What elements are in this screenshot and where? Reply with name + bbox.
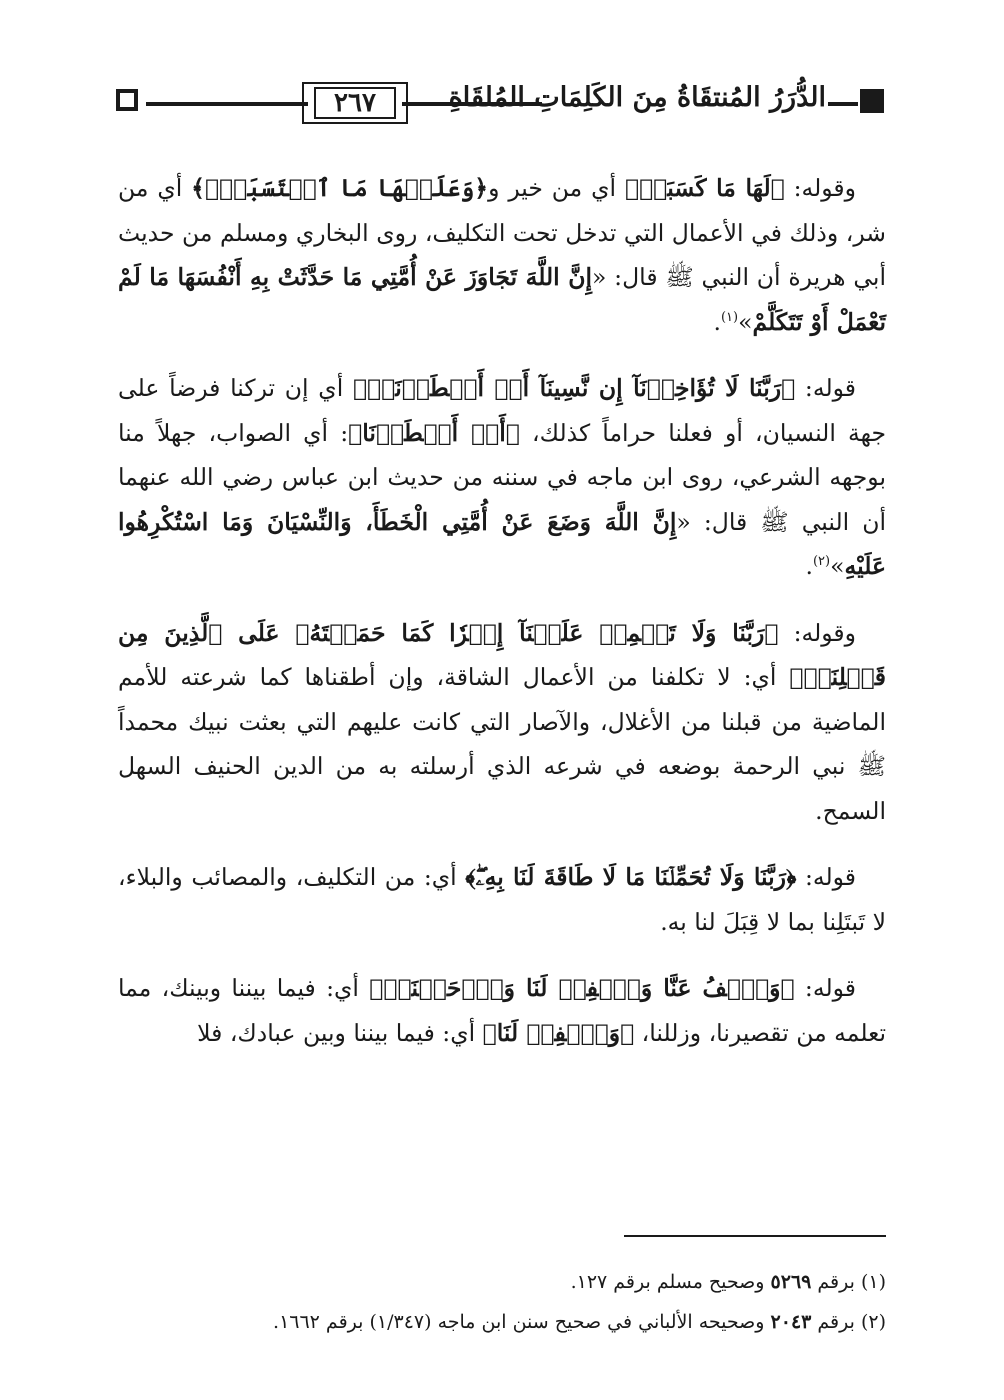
page-number-frame xyxy=(302,82,408,124)
body-text: أي إن تركنا فرضاً على جهة النسيان، أو فعلنا حراماً كذلك، xyxy=(118,374,886,447)
header-ornament-left xyxy=(116,89,138,111)
main-text xyxy=(118,166,886,1077)
body-text: . xyxy=(805,552,813,580)
body-text: . xyxy=(713,307,721,336)
footnote-separator xyxy=(624,1235,886,1237)
paragraph xyxy=(118,855,886,944)
quran-verse: ﴿أَوۡ أَخۡطَأۡنَا﴾ xyxy=(348,418,520,447)
footnotes xyxy=(118,1262,886,1342)
footnote-text: وصحيح مسلم برقم ١٢٧. xyxy=(570,1271,771,1293)
quran-verse: ﴿رَبَّنَا وَلَا تُحَمِّلۡنَا مَا لَا طَاقَةَ لَنَا بِهِۦۖ﴾ xyxy=(465,863,797,891)
body-text: وقوله: xyxy=(778,618,856,647)
body-text: أي: من التكليف، والمصائب والبلاء، لا تَبتَلِنا بما لا قِبَلَ لنا به. xyxy=(118,863,886,936)
page-header xyxy=(116,78,884,134)
footnote-text: برقم xyxy=(811,1271,861,1293)
page-number: ٢٦٧ xyxy=(334,88,376,118)
body-text: أي: فيما بيننا وبينك، مما تعلمه من تقصيرنا، وزللنا، xyxy=(118,974,886,1047)
footnote-number: (٢) xyxy=(860,1311,886,1333)
hadith-text: إِنَّ اللَّهَ وَضَعَ عَنْ أُمَّتِي الْخَطَأَ، وَالنِّسْيَانَ وَمَا اسْتُكْرِهُوا عَلَيْهِ xyxy=(118,507,886,580)
body-text: قوله: xyxy=(796,863,857,891)
footnote-text: ٥٢٦٩ xyxy=(770,1271,812,1293)
footnote-text: وصحيحه الألباني في صحيح سنن ابن ماجه (١/٣٤٧) برقم ١٦٦٢. xyxy=(273,1311,771,1333)
body-text: قوله: xyxy=(795,374,856,402)
body-text: أي من شر، وذلك في الأعمال التي تدخل تحت التكليف، روى البخاري ومسلم من حديث أبي هريرة أن النبي ﷺ قال: « xyxy=(118,174,886,291)
header-ornament-right xyxy=(860,89,884,113)
paragraph xyxy=(118,166,886,344)
quran-verse: ﴿رَبَّنَا لَا تُؤَاخِذۡنَآ إِن نَّسِينَآ أَوۡ أَخۡطَأۡنَاۚ﴾ xyxy=(352,374,796,402)
footnote-text: برقم xyxy=(811,1311,861,1333)
body-text: » xyxy=(738,307,753,336)
paragraph xyxy=(118,966,886,1055)
book-title: الدُّرَرُ المُنتقَاةُ مِنَ الكَلِمَاتِ المُلقَاةِ xyxy=(448,82,826,113)
quran-verse: ﴿رَبَّنَا وَلَا تَحۡمِلۡ عَلَيۡنَآ إِصۡرٗا كَمَا حَمَلۡتَهُۥ عَلَى ٱلَّذِينَ مِن قَبۡلِنَاۚ﴾ xyxy=(118,618,886,691)
quran-verse: ﴿وَعَلَيۡهَا مَا ٱكۡتَسَبَتۡۗ﴾ xyxy=(191,174,489,202)
body-text: قوله: xyxy=(794,974,856,1002)
hadith-text: إِنَّ اللَّهَ تَجَاوَزَ عَنْ أُمَّتِي مَا حَدَّثَتْ بِهِ أَنْفُسَهَا مَا لَمْ تَعْمَلْ أَوْ تَتَكَلَّمْ xyxy=(118,263,886,336)
body-text: » xyxy=(830,552,845,580)
quran-verse: ﴿وَٱغۡفِرۡ لَنَا﴾ xyxy=(482,1018,635,1047)
footnote-number: (١) xyxy=(860,1271,886,1293)
body-text: أي: فيما بيننا وبين عبادك، فلا xyxy=(197,1018,483,1047)
quran-verse: ﴿وَٱعۡفُ عَنَّا وَٱغۡفِرۡ لَنَا وَٱرۡحَمۡنَآۚ﴾ xyxy=(369,974,795,1002)
footnote xyxy=(118,1262,886,1302)
paragraph xyxy=(118,611,886,834)
footnote xyxy=(118,1302,886,1342)
header-rule xyxy=(828,102,858,106)
header-rule xyxy=(146,102,308,106)
paragraph xyxy=(118,366,886,589)
footnote-text: ٢٠٤٣ xyxy=(770,1311,812,1333)
body-text: وقوله: xyxy=(784,174,857,202)
body-text: : أي الصواب، جهلاً منا بوجهه الشرعي، روى ابن ماجه في سننه من حديث ابن عباس رضي الله عنهما أن النبي ﷺ قال: « xyxy=(118,418,887,536)
body-text: أي: لا تكلفنا من الأعمال الشاقة، وإن أطقناها كما شرعته للأمم الماضية من قبلنا من الأغلال، والآصار التي كانت عليهم التي بعثت نبيك محمداً ﷺ نبي الرحمة بوضعه في شرعه الذي أرسلته به من الدين الحنيف السهل السمح. xyxy=(118,663,886,825)
body-text: أي من خير و xyxy=(488,174,625,202)
footnote-ref: (٢) xyxy=(812,554,831,570)
footnote-ref: (١) xyxy=(720,309,739,325)
quran-verse: ﴿لَهَا مَا كَسَبَتۡ﴾ xyxy=(624,174,785,202)
